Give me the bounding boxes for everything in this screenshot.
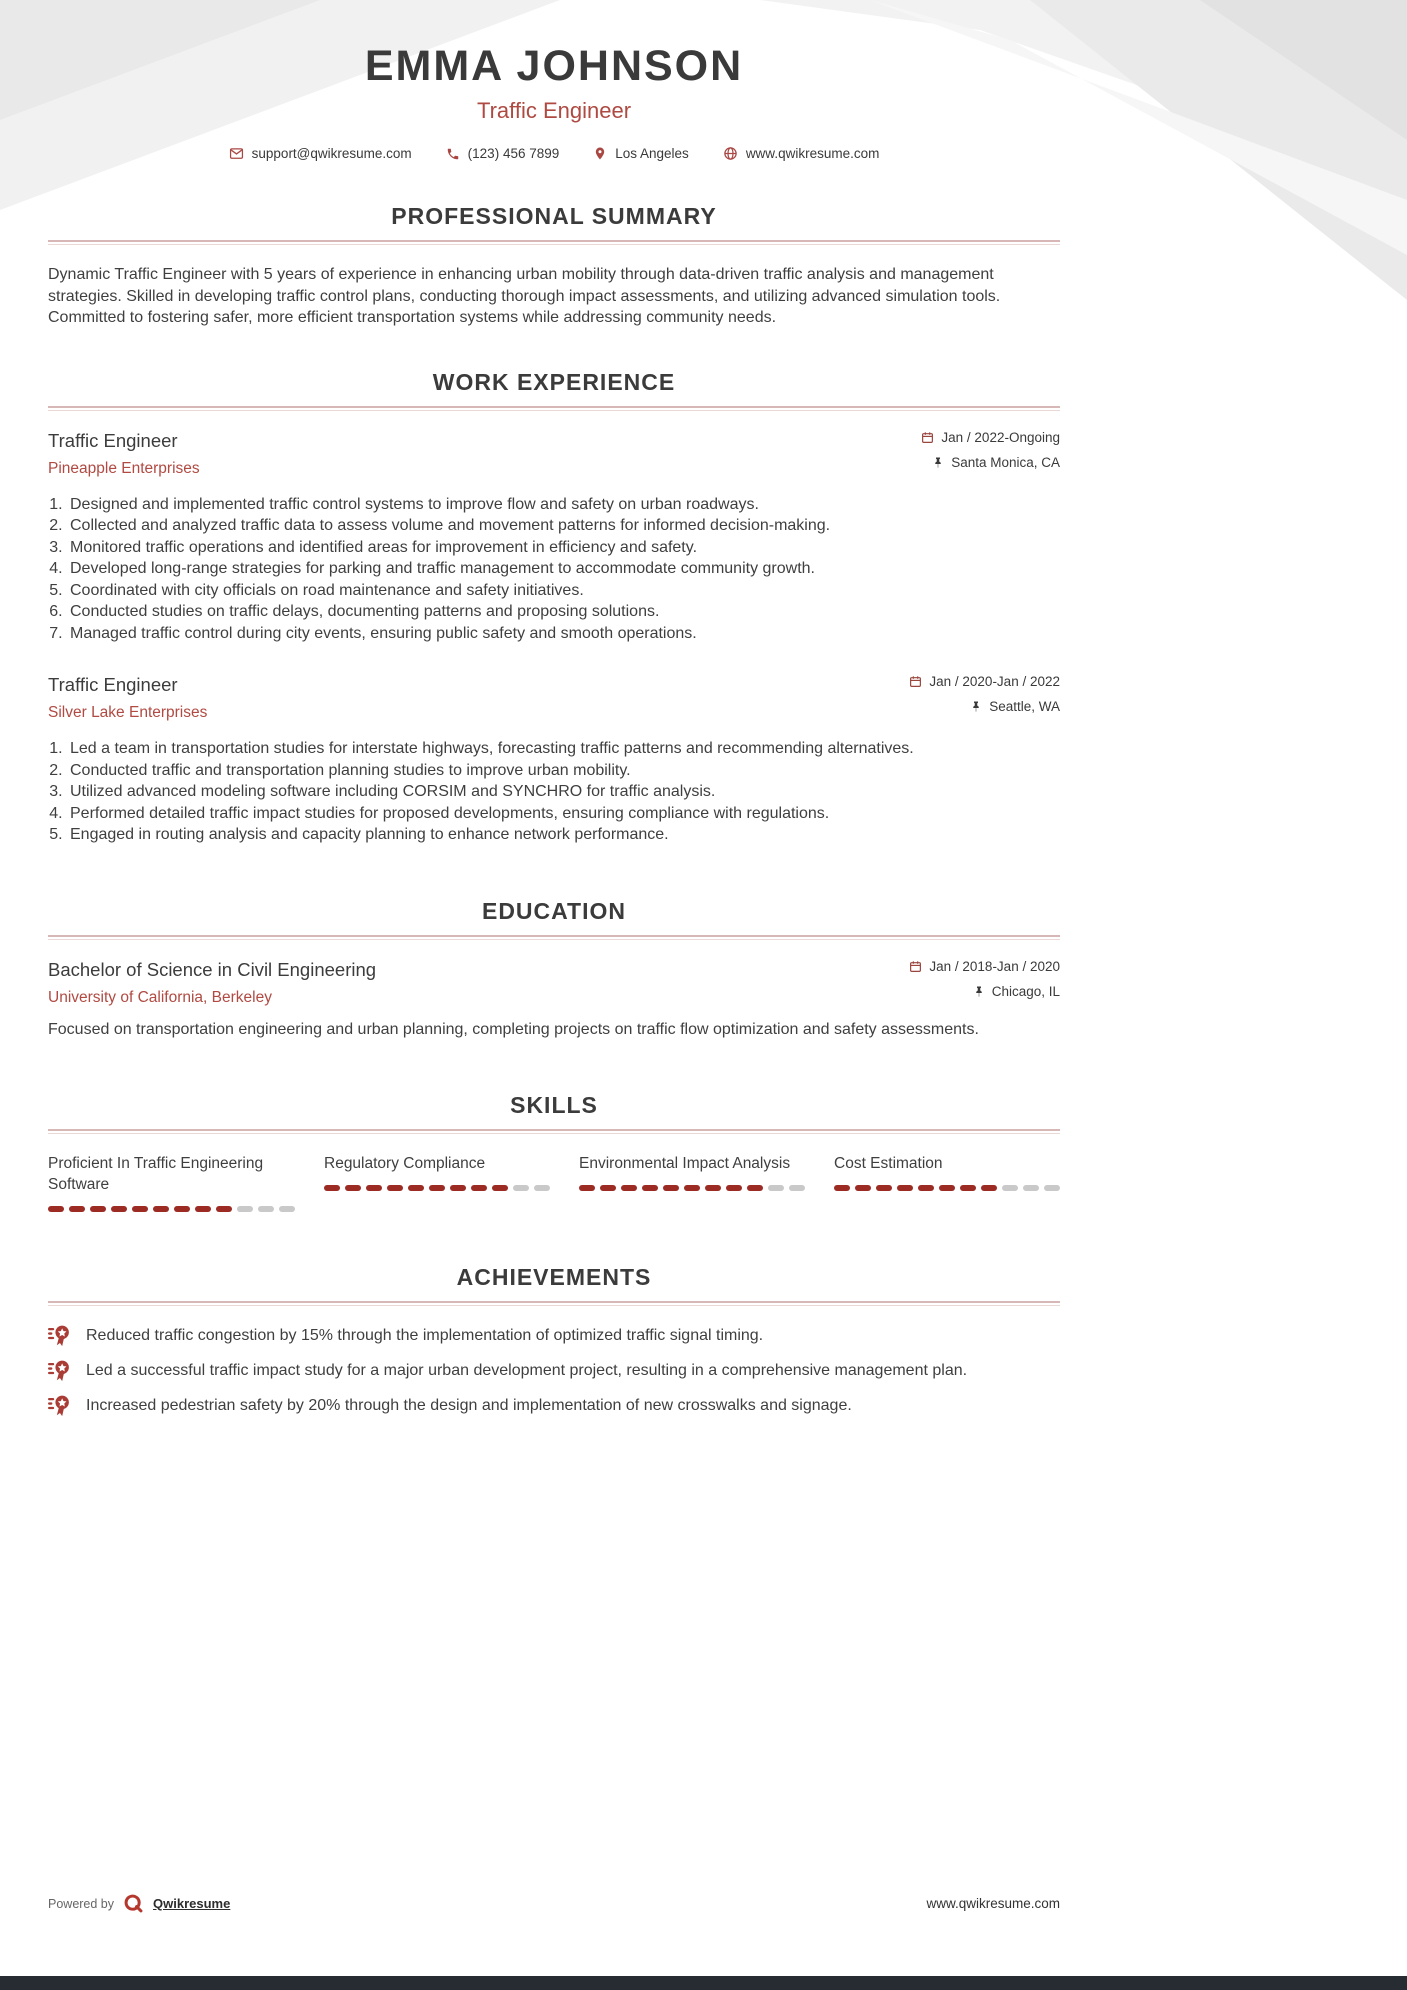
bottom-bar (0, 1976, 1407, 1990)
section-divider (48, 1301, 1060, 1303)
achievement-item (48, 1395, 1060, 1417)
achievement-text: Increased pedestrian safety by 20% through the design and implementation of new crosswalks and signage. (86, 1397, 852, 1415)
contact-phone[interactable] (446, 146, 560, 161)
job-entry (48, 674, 1060, 846)
job-header (48, 674, 1060, 722)
powered-by (48, 1893, 230, 1914)
education-degree: Bachelor of Science in Civil Engineering (48, 958, 377, 980)
job-bullet: 5. Coordinated with city officials on road maintenance and safety initiatives. (67, 580, 1060, 602)
job-bullets (48, 494, 1060, 645)
education-location-text: Chicago, IL (991, 983, 1060, 999)
award-ribbon-icon (48, 1324, 71, 1347)
job-location-text: Seattle, WA (989, 699, 1060, 715)
skill-label: Regulatory Compliance (324, 1155, 486, 1173)
summary-text: Dynamic Traffic Engineer with 5 years of experience in enhancing urban mobility through data-driven traffic analysis and management strategies. Skilled in developing traffic control plans, conducting thorough impact assessments, and utilizing advanced simulation tools. Committed to fostering safer, more efficient transportation systems while addressing community needs. (48, 266, 1001, 327)
education-school: University of California, Berkeley (48, 988, 272, 1006)
pushpin-icon (932, 456, 944, 469)
education-entry (48, 959, 1060, 1041)
job-dates-text: Jan / 2022-Ongoing (941, 429, 1060, 445)
calendar-icon (909, 960, 922, 973)
education-dates-text: Jan / 2018-Jan / 2020 (929, 958, 1060, 974)
skill-level-bar (579, 1185, 810, 1191)
section-divider (48, 406, 1060, 408)
summary-heading: PROFESSIONAL SUMMARY (391, 203, 717, 230)
job-entry (48, 430, 1060, 645)
job-location-text: Santa Monica, CA (951, 454, 1060, 470)
job-bullet: 2. Conducted traffic and transportation planning studies to improve urban mobility. (67, 760, 1060, 782)
education-heading: EDUCATION (481, 897, 626, 924)
pushpin-icon (973, 985, 985, 998)
section-divider (48, 1129, 1060, 1131)
skill-item (48, 1153, 300, 1212)
phone-icon (446, 147, 460, 161)
skill-label: Cost Estimation (834, 1155, 943, 1173)
work-heading: WORK EXPERIENCE (432, 368, 676, 395)
job-bullet: 6. Conducted studies on traffic delays, documenting patterns and proposing solutions. (67, 601, 1060, 623)
contact-website-text: www.qwikresume.com (745, 146, 880, 162)
contact-email[interactable] (229, 146, 412, 161)
job-location (921, 455, 1060, 470)
skill-level-bar (324, 1185, 555, 1191)
section-summary (48, 203, 1060, 329)
achievement-item (48, 1360, 1060, 1382)
skill-label: Proficient In Traffic Engineering Software (48, 1155, 264, 1194)
calendar-icon (921, 431, 934, 444)
achievement-item (48, 1325, 1060, 1347)
section-achievements (48, 1264, 1060, 1417)
job-bullet: 1. Led a team in transportation studies for interstate highways, forecasting traffic patterns and recommending alternatives. (67, 738, 1060, 760)
award-ribbon-icon (48, 1394, 71, 1417)
pushpin-icon (970, 700, 982, 713)
skill-level-bar (834, 1185, 1065, 1191)
job-bullet: 1. Designed and implemented traffic control systems to improve flow and safety on urban roadways. (67, 494, 1060, 516)
job-dates (909, 674, 1060, 689)
job-bullet: 5. Engaged in routing analysis and capacity planning to enhance network performance. (67, 824, 1060, 846)
education-text: Focused on transportation engineering and urban planning, completing projects on traffic flow optimization and safety assessments. (48, 1020, 979, 1038)
map-pin-icon (593, 146, 607, 161)
job-bullet: 3. Monitored traffic operations and identified areas for improvement in efficiency and safety. (67, 537, 1060, 559)
achievement-text: Led a successful traffic impact study for a major urban development project, resulting in a comprehensive management plan. (86, 1362, 968, 1380)
job-bullets (48, 738, 1060, 846)
award-ribbon-icon (48, 1359, 71, 1382)
job-dates-text: Jan / 2020-Jan / 2022 (929, 674, 1060, 690)
education-header (48, 959, 1060, 1007)
footer (48, 1893, 1060, 1914)
skill-item (324, 1153, 555, 1191)
skills-heading: SKILLS (510, 1092, 598, 1119)
job-bullet: 4. Developed long-range strategies for parking and traffic management to accommodate community growth. (67, 558, 1060, 580)
resume-content (48, 0, 1060, 1417)
footer-website-link[interactable]: www.qwikresume.com (926, 1896, 1060, 1911)
skill-item (579, 1153, 810, 1191)
candidate-name: EMMA JOHNSON (364, 42, 744, 90)
job-title: Traffic Engineer (48, 674, 178, 696)
job-header (48, 430, 1060, 478)
section-skills (48, 1092, 1060, 1212)
education-dates (909, 959, 1060, 974)
achievements-heading: ACHIEVEMENTS (456, 1264, 652, 1291)
powered-by-label: Powered by (48, 1896, 115, 1911)
candidate-title: Traffic Engineer (476, 98, 632, 124)
job-dates (921, 430, 1060, 445)
section-divider (48, 935, 1060, 937)
contact-row (48, 146, 1060, 161)
skill-item (834, 1153, 1065, 1191)
skill-level-bar (48, 1206, 300, 1212)
section-education (48, 898, 1060, 1041)
qwikresume-logo-icon (123, 1893, 144, 1914)
contact-website[interactable] (723, 146, 880, 161)
job-bullet: 4. Performed detailed traffic impact studies for proposed developments, ensuring compliance with regulations. (67, 803, 1060, 825)
calendar-icon (909, 675, 922, 688)
contact-email-text: support@qwikresume.com (251, 146, 412, 162)
globe-icon (723, 146, 738, 161)
achievements-list (48, 1325, 1060, 1417)
section-work-experience (48, 369, 1060, 846)
section-divider (48, 240, 1060, 242)
email-icon (229, 146, 244, 161)
job-company: Silver Lake Enterprises (48, 704, 208, 722)
job-bullet: 7. Managed traffic control during city events, ensuring public safety and smooth operations. (67, 623, 1060, 645)
job-location (909, 699, 1060, 714)
job-bullet: 3. Utilized advanced modeling software including CORSIM and SYNCHRO for traffic analysis. (67, 781, 1060, 803)
skill-label: Environmental Impact Analysis (579, 1155, 791, 1173)
resume-header (48, 44, 1060, 161)
contact-location (593, 146, 689, 161)
achievement-text: Reduced traffic congestion by 15% through the implementation of optimized traffic signal timing. (86, 1327, 764, 1345)
contact-phone-text: (123) 456 7899 (467, 146, 560, 162)
job-bullet: 2. Collected and analyzed traffic data to assess volume and movement patterns for informed decision-making. (67, 515, 1060, 537)
skills-grid (48, 1153, 1060, 1212)
qwikresume-brand-link[interactable]: Qwikresume (153, 1896, 231, 1911)
education-location (909, 984, 1060, 999)
contact-location-text: Los Angeles (615, 146, 689, 162)
job-company: Pineapple Enterprises (48, 459, 200, 477)
job-title: Traffic Engineer (48, 429, 178, 451)
